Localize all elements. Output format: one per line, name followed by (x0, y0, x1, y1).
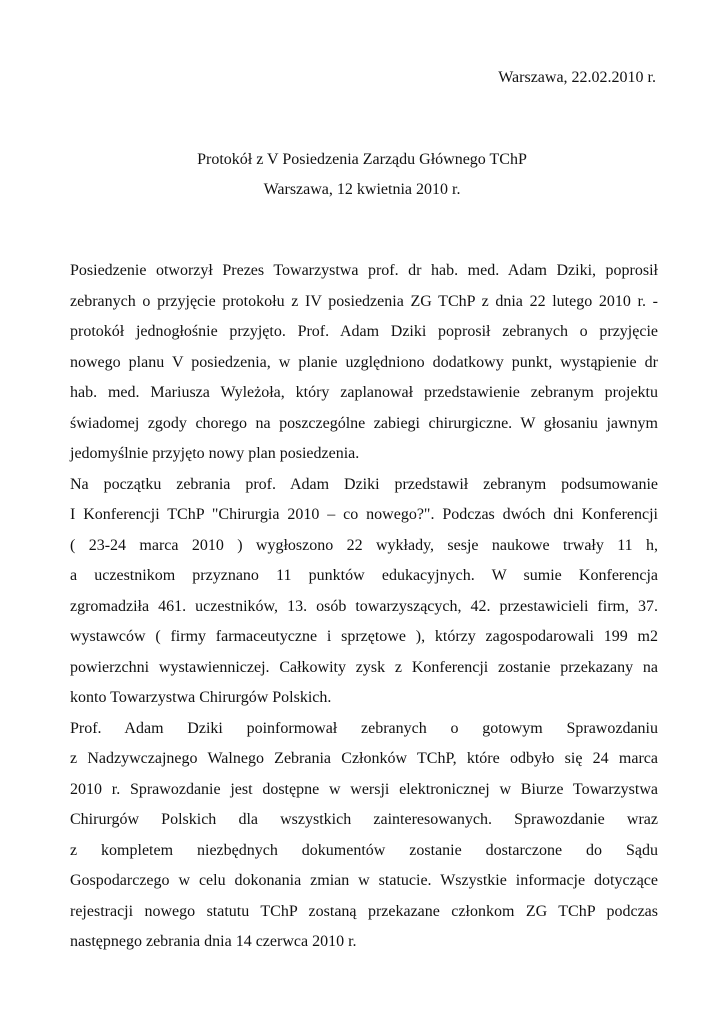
body-line: zebranych o przyjęcie protokołu z IV posiedzenia ZG TChP z dnia 22 lutego 2010 r. - (70, 292, 658, 310)
body-line: konto Towarzystwa Chirurgów Polskich. (70, 689, 332, 706)
body-line: I Konferencji TChP "Chirurgia 2010 – co nowego?". Podczas dwóch dni Konferencji (70, 506, 658, 523)
body-line: nowego planu V posiedzenia, w planie uzględniono dodatkowy punkt, wystąpienie dr (70, 353, 658, 371)
document-date: Warszawa, 22.02.2010 r. (498, 69, 656, 86)
protocol-body (70, 256, 658, 958)
body-line: protokół jednogłośnie przyjęto. Prof. Adam Dziki poprosił zebranych o przyjęcie (70, 323, 658, 340)
body-line: Chirurgów Polskich dla wszystkich zainteresowanych. Sprawozdanie wraz (70, 811, 658, 828)
body-line: 2010 r. Sprawozdanie jest dostępne w wersji elektronicznej w Biurze Towarzystwa (70, 780, 658, 798)
body-line: a uczestnikom przyznano 11 punktów edukacyjnych. W sumie Konferencja (70, 567, 658, 584)
body-line: z kompletem niezbędnych dokumentów zostanie dostarczone do Sądu (70, 841, 658, 859)
document-title (0, 145, 724, 205)
title-line-1: Protokół z V Posiedzenia Zarządu Głównego TChP (197, 151, 527, 168)
body-line: rejestracji nowego statutu TChP zostaną przekazane członkom ZG TChP podczas (70, 902, 658, 920)
body-line: powierzchni wystawienniczej. Całkowity zysk z Konferencji zostanie przekazany na (70, 658, 658, 676)
body-line: ( 23-24 marca 2010 ) wygłoszono 22 wykłady, sesje naukowe trwały 11 h, (70, 536, 658, 554)
title-line-2: Warszawa, 12 kwietnia 2010 r. (263, 181, 461, 198)
body-line: Prof. Adam Dziki poinformował zebranych o gotowym Sprawozdaniu (70, 719, 658, 737)
body-line: Gospodarczego w celu dokonania zmian w statucie. Wszystkie informacje dotyczące (70, 872, 658, 889)
body-line: wystawców ( firmy farmaceutyczne i sprzętowe ), którzy zagospodarowali 199 m2 (70, 628, 658, 645)
body-line: zgromadziła 461. uczestników, 13. osób towarzyszących, 42. przestawicieli firm, 37. (70, 597, 658, 615)
body-line: Posiedzenie otworzył Prezes Towarzystwa prof. dr hab. med. Adam Dziki, poprosił (70, 262, 658, 279)
body-line: świadomej zgody chorego na poszczególne zabiegi chirurgiczne. W głosaniu jawnym (70, 414, 658, 432)
body-line: z Nadzywczajnego Walnego Zebrania Członków TChP, które odbyło się 24 marca (70, 750, 658, 767)
body-line: hab. med. Mariusza Wyleżoła, który zaplanował przedstawienie zebranym projektu (70, 384, 658, 401)
body-line: Na początku zebrania prof. Adam Dziki przedstawił zebranym podsumowanie (70, 475, 658, 493)
body-line: jedomyślnie przyjęto nowy plan posiedzenia. (70, 445, 360, 462)
body-line: następnego zebrania dnia 14 czerwca 2010 r. (70, 933, 357, 950)
